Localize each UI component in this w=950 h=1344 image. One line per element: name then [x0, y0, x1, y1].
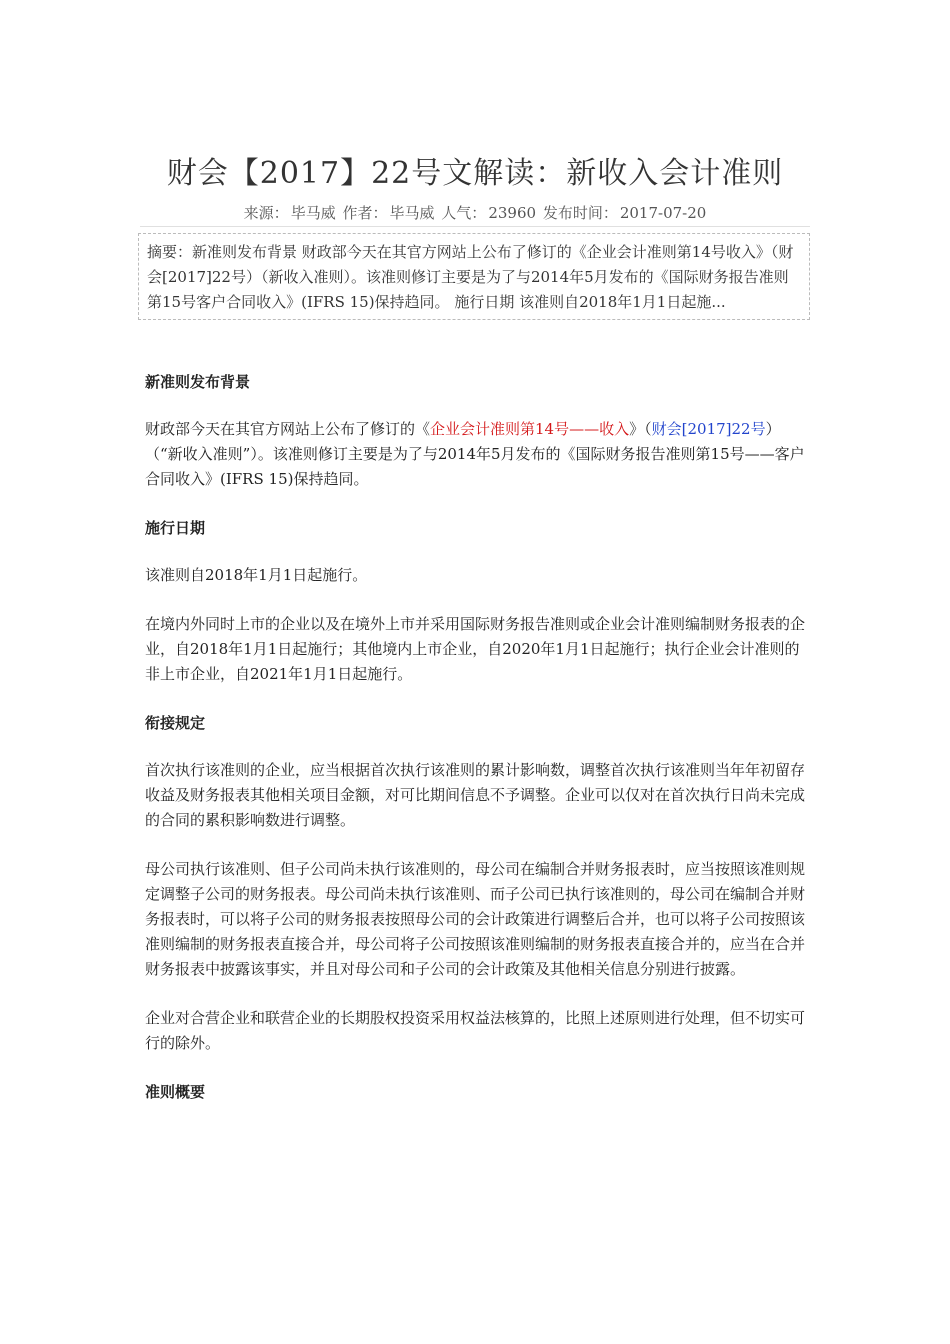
- paragraph-transition-1: 首次执行该准则的企业，应当根据首次执行该准则的累计影响数，调整首次执行该准则当年年初留存收益及财务报表其他相关项目金额，对可比期间信息不予调整。企业可以仅对在首次执行日尚未完成的合同的累积影响数进行调整。: [145, 761, 806, 829]
- date-value: 2017-07-20: [619, 204, 707, 222]
- date-label: 发布时间：: [542, 204, 618, 222]
- views-value: 23960: [488, 204, 537, 222]
- text-fragment: 》（: [629, 420, 652, 438]
- article-title: 财会【2017】22号文解读：新收入会计准则: [166, 156, 784, 191]
- text-fragment: 财政部今天在其官方网站上公布了修订的《: [145, 420, 431, 438]
- article-meta: [0, 202, 950, 224]
- source-label: 来源：: [243, 204, 289, 222]
- source-value: 毕马威: [290, 204, 336, 222]
- views-label: 人气：: [441, 204, 487, 222]
- section-heading-background: 新准则发布背景: [145, 373, 251, 391]
- abstract-box: 摘要：新准则发布背景 财政部今天在其官方网站上公布了修订的《企业会计准则第14号收入》（财会[2017]22号）（新收入准则）。该准则修订主要是为了与2014年5月发布的《国际财务报告准则第15号客户合同收入》(IFRS 15)保持趋同。 施行日期 该准则自2018年1月1日起施...: [138, 233, 810, 320]
- paragraph-effective-date: 该准则自2018年1月1日起施行。: [145, 566, 368, 584]
- author-label: 作者：: [342, 204, 388, 222]
- paragraph-background: [145, 417, 810, 492]
- section-heading-overview: 准则概要: [145, 1083, 206, 1101]
- section-heading-transition: 衔接规定: [145, 714, 206, 732]
- article-body: [145, 370, 810, 1127]
- author-value: 毕马威: [389, 204, 435, 222]
- paragraph-effective-schedule: 在境内外同时上市的企业以及在境外上市并采用国际财务报告准则或企业会计准则编制财务报表的企业，自2018年1月1日起施行；其他境内上市企业，自2020年1月1日起施行；执行企业会计准则的非上市企业，自2021年1月1日起施行。: [145, 615, 806, 683]
- paragraph-transition-3: 企业对合营企业和联营企业的长期股权投资采用权益法核算的，比照上述原则进行处理，但不切实可行的除外。: [145, 1009, 806, 1052]
- caikuai-22-link[interactable]: 财会[2017]22号: [651, 420, 766, 438]
- text-fragment: ）（“新收入准则”）。该准则修订主要是为了与2014年5月发布的《国际财务报告准则第15号——客户合同收入》(IFRS 15)保持趋同。: [145, 420, 805, 488]
- title-divider: [140, 226, 810, 227]
- paragraph-transition-2: 母公司执行该准则、但子公司尚未执行该准则的，母公司在编制合并财务报表时，应当按照该准则规定调整子公司的财务报表。母公司尚未执行该准则、而子公司已执行该准则的，母公司在编制合并财务报表时，可以将子公司的财务报表按照母公司的会计政策进行调整后合并，也可以将子公司按照该准则编制的财务报表直接合并，母公司将子公司按照该准则编制的财务报表直接合并的，应当在合并财务报表中披露该事实，并且对母公司和子公司的会计政策及其他相关信息分别进行披露。: [145, 860, 806, 978]
- section-heading-effective-date: 施行日期: [145, 519, 206, 537]
- standard-14-link[interactable]: 企业会计准则第14号——收入: [430, 420, 630, 438]
